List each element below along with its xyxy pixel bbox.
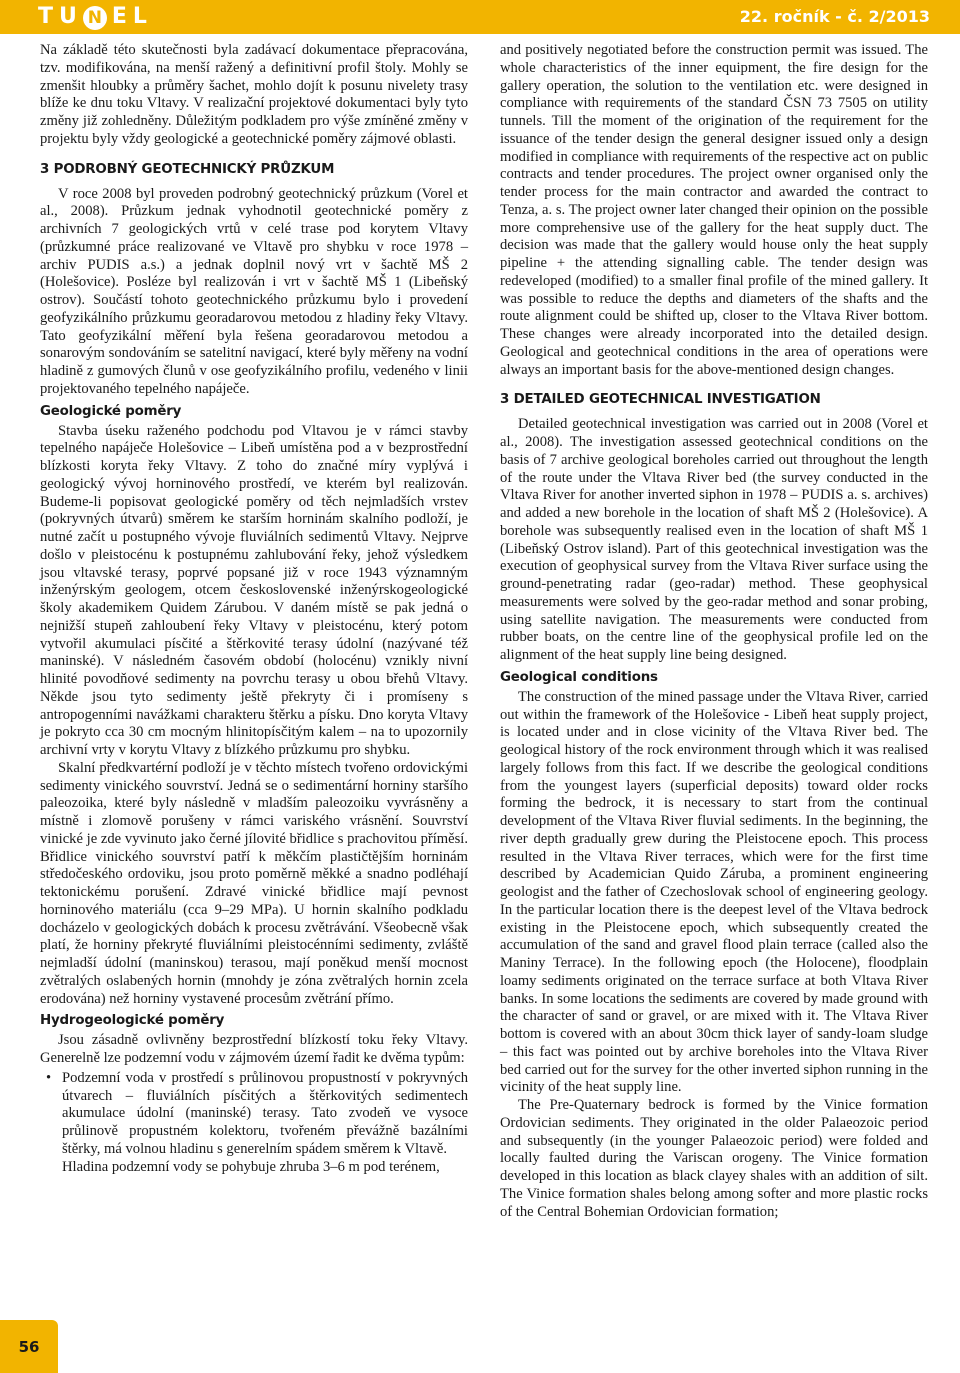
paragraph: Jsou zásadně ovlivněny bezprostřední blízkostí toku řeky Vltavy. Generelně lze podzemní vodu v zájmovém území řadit ke dvěma typům: (40, 1032, 468, 1066)
subheading: Geological conditions (500, 669, 658, 685)
bullet-list (40, 1070, 468, 1159)
english-column (500, 42, 928, 1221)
logo-circle-icon: N (83, 6, 107, 30)
paragraph: Na základě této skutečnosti byla zadávací dokumentace přepracována, tzv. modifikována, na menší ražený a definitivní profil štoly. Mohly se zmenšit hloubky a průměry šachet, mohlo dojít k posunu nivelety trasy blíže ke dnu toku Vltavy. V realizační projektové dokumentaci byly tyto změny již zohledněny. Důležitým podkladem pro výše zmíněné změny v projektu byly vždy geologické a geotechnické poměry zájmové oblasti. (40, 42, 468, 147)
list-item: • Podzemní voda v prostředí s průlinovou propustností v pokryvných útvarech – fluviálních písčitých a štěrkovitých sedimentech akumulace údolní (maninské) terasy. Tato zvodeň ve vysoce průlinově propustném kolektoru, tvořeném převážně bazálními štěrky, má volnou hladinu s generelním spádem směrem k Vltavě. (40, 1070, 468, 1159)
page-number-tab (0, 1320, 58, 1373)
logo-text-start: TU (38, 4, 83, 29)
paragraph: Detailed geotechnical investigation was carried out in 2008 (Vorel et al., 2008). The investigation assessed geotechnical conditions on the basis of 7 archive geological boreholes carried out throughout the length of the route under the Vltava River bed (the survey conducted in the Vltava River for another inverted siphon in 1978 – PUDIS a. s. archives) and added a new borehole in the location of shaft MŠ 2 (Holešovice). A borehole was subsequently realised even in the location of shaft MŠ 1 (Libeňský Ostrov island). Part of this geotechnical investigation was the execution of geophysical survey from the Vltava River surface using the ground-penetrating radar (geo-radar) method. These geophysical measurements were solved by the geo-radar method and sonar probing, using satellite navigation. The measurements were conducted from rubber boats, on the centre line of the geophysical profile led on the alignment of the heat supply line being designed. (500, 416, 928, 663)
paragraph: The construction of the mined passage under the Vltava River, carried out within the framework of the Holešovice - Libeň heat supply project, is located under and in close vicinity of the Vltava River bed. The geological history of the rock environment through which it was realised largely follows from this fact. If we describe the geological conditions from the youngest layers (superficial deposits) toward older rocks forming the bedrock, it is necessary to start from the continual development of the Vltava River fluvial sediments. In the beginning, the river depth gradually grew during the Pleistocene epoch. This process resulted in the Vltava River terraces, which were for the first time described by Academician Quido Záruba, a prominent engineering geologist and the father of Czechoslovak school of engineering geology. In the particular location there is the deepest level of the Vltava bedrock existing in the Pleistocene epoch, which subsequently created the accumulation of the sand and gravel flood plain terrace (called also the Maniny Terrace). In the following epoch (the Holocene), floodplain loamy sediments originated on the terrace surface at both Vltava River banks. In some locations the sediments are covered by made ground with the character of sand or gravel, or are mixed with it. The Vltava River bottom is covered with an about 30cm thick layer of sandy-loam sludge – this fact was pointed out by archive boreholes into the Vltava River bed carried out for the survey for the other inverted siphon running in the vicinity of the heat supply line. (500, 688, 928, 1096)
paragraph: The Pre-Quaternary bedrock is formed by the Vinice formation Ordovician sediments. They originated in the older Palaeozoic period and subsequently (in the younger Palaeozoic period) were folded and locally faulted during the Variscan orogeny. The Vinice formation developed in this location as black clayey shales with an addition of silt. The Vinice formation shales belong among softer and more plastic rocks of the Central Bohemian Ordovician formation; (500, 1097, 928, 1220)
tunel-logo (38, 5, 153, 29)
page-number: 56 (18, 1338, 40, 1356)
issue-label: 22. ročník - č. 2/2013 (739, 7, 930, 26)
subheading: Geologické poměry (40, 403, 182, 419)
paragraph: Skalní předkvartérní podloží je v těchto místech tvořeno ordovickými sedimenty vinického souvrství. Jedná se o sedimentární horniny staršího paleozoika, které byly následně v mladším paleozoiku vyvrásněny a místně i zlomově porušeny v rámci variského vrásnění. Souvrství vinické je zde vyvinuto jako černé jílovité břidlice s prachovitou příměsí. Břidlice vinického souvrství patří k měkčím plastičtějším horninám středočeského ordoviku, jsou proto poměrně měkké a snadno podléhají tektonickému porušení. Zdravé vinické břidlice mají pevnost horninového materiálu (cca 9–29 MPa). U hornin skalního podkladu docházelo v geologických dobách k procesu zvětrávání. Všeobecně však platí, že horniny překryté fluviálními pleistocénními sedimenty, zvláště nejmladší údolní (maninskou) terasou, mají poněkud menší mocnost zvětralých oslabených hornin (mnohdy je zóna zvětralých hornin zcela erodována) než horniny vystavené procesům zvětrání přímo. (40, 759, 468, 1007)
czech-column (40, 42, 468, 1176)
paragraph: Stavba úseku raženého podchodu pod Vltavou je v rámci stavby tepelného napáječe Holešovice – Libeň umístěna pod a v bezprostřední blízkosti koryta řeky Vltavy. Z toho do značné míry vyplývá i geologický vývoj horninového prostředí, ve kterém byl realizován. Budeme-li popisovat geologické poměry od těch nejmladších vrstev (pokryvných útvarů) směrem ke starším horninám skalního podloží, je nutné začít u postupného vývoje fluviálních sedimentů Vltavy. Nejprve došlo v pleistocénu k postupnému zahlubování řeky, jehož výsledkem jsou vltavské terasy, poprvé popsané již v roce 1943 významným inženýrským geologem, otcem československé inženýrskogeologické školy akademikem Quidem Zárubou. V daném místě se pak jedná o nejnižší stupeň zahloubení řeky Vltavy v pleistocénu, který potom vytvořil akumulaci písčité a štěrkovité terasy údolní (nazývané též maninské). V následném časovém období (holocénu) vznikly nivní hlinité povodňové sedimenty na povrchu terasy u obou břehů Vltavy. Někde jsou tyto sedimenty ještě překryty či i promíseny s antropogenními navážkami charakteru štěrku a písku. Dno koryta Vltavy je pokryto cca 30 cm mocným hlinitopísčitým kalem – na to upozornily archivní vrty v korytu Vltavy z blízkého průzkumu pro shybku. (40, 422, 468, 758)
section-heading: 3 DETAILED GEOTECHNICAL INVESTIGATION (500, 392, 821, 408)
section-heading: 3 PODROBNÝ GEOTECHNICKÝ PRŮZKUM (40, 161, 335, 177)
paragraph: V roce 2008 byl proveden podrobný geotechnický průzkum (Vorel et al., 2008). Průzkum jednak vyhodnotil geotechnické poměry z archivních 7 geologických vrtů v celé trase pod korytem Vltavy (průzkumné práce realizované ve Vltavě pro shybku v roce 1978 – archiv PUDIS a.s.) a jednak doplnil nový vrt v šachtě MŠ 2 (Holešovice). Posléze byl realizován i vrt v šachtě MŠ 1 (Libeňský ostrov). Součástí tohoto geotechnického průzkumu bylo i provedení geofyzikálního průzkumu georadarovou metodou z hladiny řeky Vltavy. Tato geofyzikální měření byla řešena georadarovou metodou a sonarovým sondováním se satelitní navigací, které byly měřeny na vodní hladině z gumových člunů v ose geofyzikálního profilu, vedeného v linii projektovaného tepelného napáječe. (40, 185, 468, 397)
paragraph: Hladina podzemní vody se pohybuje zhruba 3–6 m pod terénem, (62, 1158, 440, 1175)
paragraph: and positively negotiated before the construction permit was issued. The whole characteristics of the inner equipment, the fire design for the gallery operation, the solution to the ventilation etc. were designed in compliance with requirements of the standard ČSN 73 7505 on utility tunnels. Till the moment of the origination of the requirement for the issuance of the tender design the general designer issued only a design modified in compliance with requirements of the respective act on public contracts and tender procedures. The project owner organised only the tender process for the main contractor and awarded the contract to Tenza, a. s. The project owner later changed their opinion on the possible more comprehensive use of the gallery for the heat supply duct. The decision was made that the gallery would house only the heat supply pipeline + the attending signalling cable. The tender design was redeveloped (modified) to a smaller final profile of the mined gallery. It was possible to reduce the depths and diameters of the shafts and the route alignment could be shifted up, closer to the Vltava River bottom. These changes were already incorporated into the detailed design. Geological and geotechnical conditions in the area of operations were always an important basis for the above-mentioned design changes. (500, 42, 928, 378)
logo-text-end: EL (111, 4, 153, 29)
header-bar (0, 0, 960, 34)
subheading: Hydrogeologické poměry (40, 1013, 225, 1029)
